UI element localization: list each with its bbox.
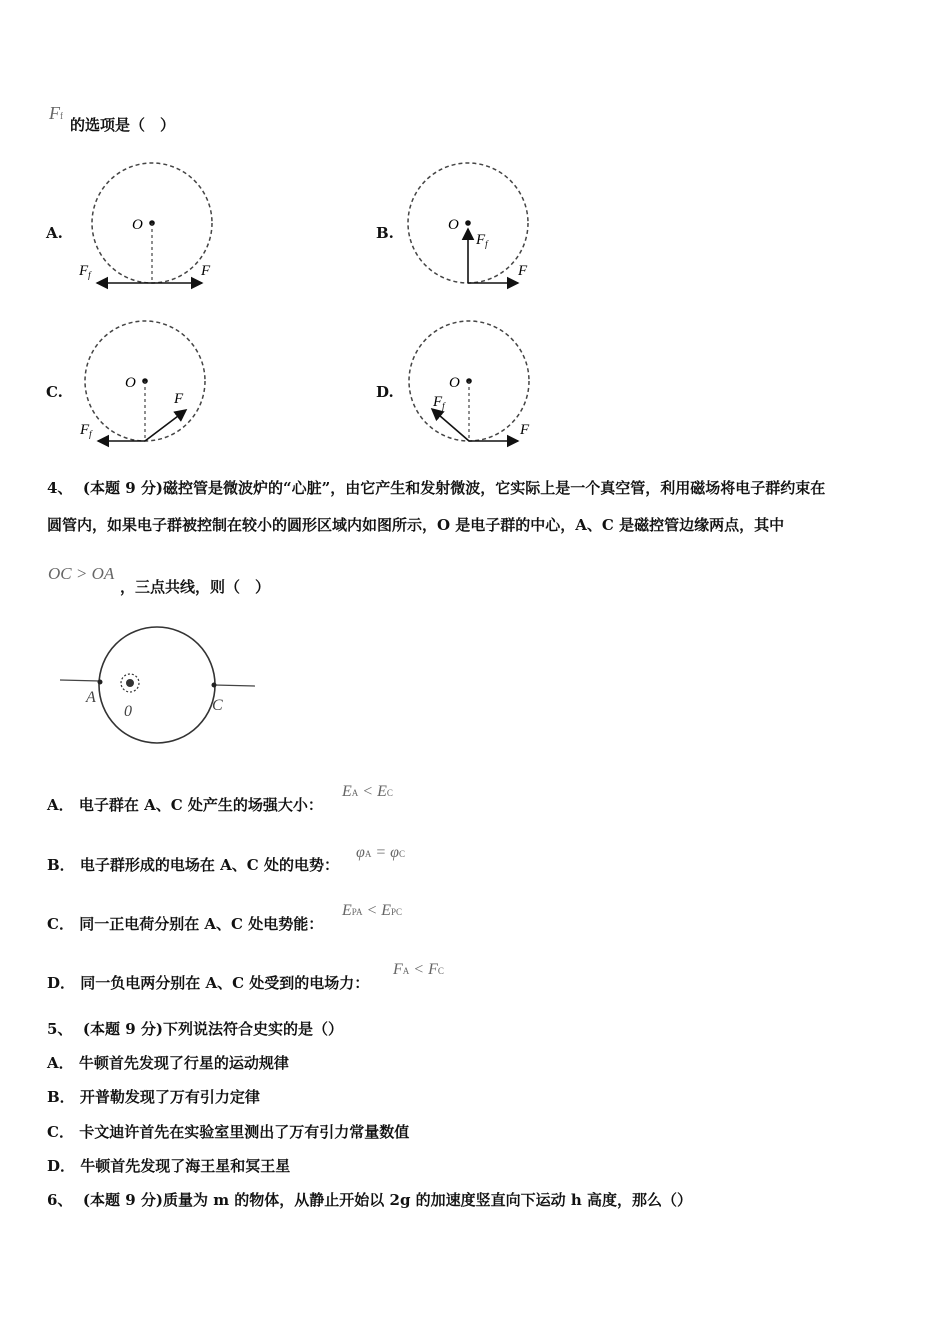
diagram-a [78,163,212,283]
lead-left [60,680,100,681]
label-o: 0 [124,703,132,720]
force-label: F [518,263,528,279]
friction-label: $F_f$ [433,394,445,411]
option-b-label: B. [376,224,394,242]
q4-option-c: C． 同一正电荷分别在 A、C 处电势能： [47,915,324,933]
center-dot [465,220,471,226]
q6-stem: 6、 (本题 9 分)质量为 m 的物体，从静止开始以 2g 的加速度竖直向下运动 h 高度，那么（） [47,1191,693,1209]
label-a: A [86,689,96,706]
force-arrow [145,410,186,441]
q5-stem: 5、 (本题 9 分)下列说法符合史实的是（） [47,1020,343,1038]
intro-text: 的选项是（ ） [70,116,176,134]
center-label: O [132,217,143,233]
point-a-dot [98,680,103,685]
q4-condition: OC > OA [48,564,115,583]
point-c-dot [212,683,217,688]
force-label: F [201,263,211,279]
q4-option-d: D． 同一负电两分别在 A、C 处受到的电场力： [47,974,370,992]
q4-option-a: A． 电子群在 A、C 处产生的场强大小： [47,796,323,814]
q4-option-a-formula: EA < EC [342,783,393,800]
q4-line3: ，三点共线，则（ ） [120,578,271,596]
friction-label: $F_f$ [476,232,488,249]
q4-option-c-formula: EPA < EPC [342,902,403,919]
friction-label: $F_f$ [79,263,91,280]
friction-arrow [432,409,469,441]
option-d-label: D. [376,383,394,401]
force-label: F [174,391,184,407]
force-diagrams [0,0,950,470]
lead-right [214,685,255,686]
q4-option-b: B． 电子群形成的电场在 A、C 处的电势： [47,856,339,874]
magnetron-figure [50,618,270,750]
q5-option-c: C． 卡文迪许首先在实验室里测出了万有引力常量数值 [47,1123,410,1141]
q5-option-a: A． 牛顿首先发现了行星的运动规律 [47,1054,289,1072]
tube-circle [99,627,215,743]
q4-line2: 圆管内，如果电子群被控制在较小的圆形区域内如图所示，O 是电子群的中心，A、C 是磁控管边缘两点，其中 [47,516,785,534]
electron-core [126,679,134,687]
center-label: O [449,375,460,391]
center-label: O [125,375,136,391]
diagram-b [408,163,528,283]
q4-option-b-formula: φA = φC [356,844,406,861]
q4-line1: 4、 (本题 9 分)磁控管是微波炉的“心脏”，由它产生和发射微波，它实际上是一个真空管，利用磁场将电子群约束在 [47,479,826,497]
q5-option-d: D． 牛顿首先发现了海王星和冥王星 [47,1157,291,1175]
friction-symbol: Ff [49,103,63,123]
q5-option-b: B． 开普勒发现了万有引力定律 [47,1088,260,1106]
diagram-c [79,321,205,441]
label-c: C [212,697,223,714]
friction-label: $F_f$ [80,422,92,439]
force-label: F [520,422,530,438]
center-label: O [448,217,459,233]
option-c-label: C. [46,383,63,401]
q4-option-d-formula: FA < FC [393,961,444,978]
option-a-label: A. [46,224,63,242]
diagram-d [409,321,530,441]
